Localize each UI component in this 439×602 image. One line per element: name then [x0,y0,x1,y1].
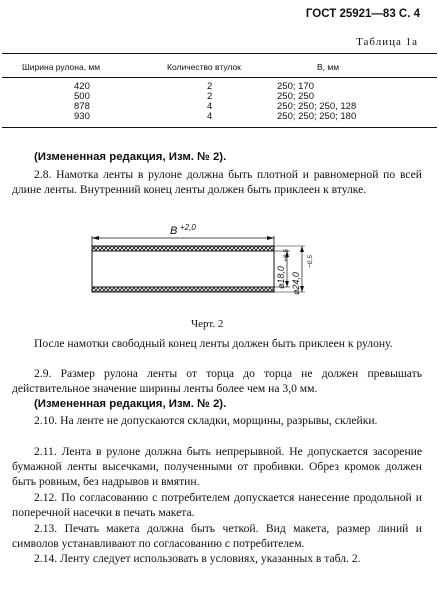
table-cell: 2 [207,81,213,92]
paragraph-2-13: 2.13. Печать макета должна быть четкой. Вид макета, размер линий и символов устанавливают по согласованию с потребителем. [12,522,422,550]
dim-inner-tolerance: +0,5 [283,249,290,262]
dim-outer-tolerance: −0,5 [307,255,314,268]
table-cell: 2 [207,91,213,102]
column-header-sleeves: Количество втулок [167,62,241,72]
page-header: ГОСТ 25921—83 С. 4 [305,8,420,20]
table-cell: 4 [207,111,213,122]
dim-outer-label: ⌀24,0 [291,272,301,295]
paragraph-2-10: 2.10. На ленте не допускаются складки, морщины, разрывы, склейки. [34,414,378,427]
column-header-b: B, мм [317,62,340,72]
paragraph-2-14: 2.14. Ленту следует использовать в условиях, указанных в табл. 2. [34,552,361,565]
figure-caption: Черт. 2 [191,318,224,330]
table-cell: 250; 250; 250, 128 [277,101,357,112]
tape-roll-drawing [80,222,360,312]
table-cell: 878 [74,101,90,112]
table-column-b [277,82,356,122]
table-cell: 250; 250; 250; 180 [277,111,357,122]
table-cell: 250; 170 [277,81,314,92]
table-cell: 500 [74,91,90,102]
dim-b-label: B [170,225,178,237]
paragraph-after-winding: После намотки свободный конец ленты должен быть приклеен к рулону. [34,337,393,350]
column-header-width: Ширина рулона, мм [22,62,101,72]
table-column-sleeves [207,82,212,122]
table-header-rule [2,77,437,78]
paragraph-2-9: 2.9. Размер рулона ленты от торца до торца не должен превышать действительное значение ширины ленты более чем на 3,0 мм. [12,367,422,395]
revision-note: (Измененная редакция, Изм. № 2). [34,151,227,163]
table-caption: Таблица 1а [356,36,418,48]
table-cell: 250; 250 [277,91,314,102]
table-cell: 930 [74,111,90,122]
table-bottom-rule [2,127,437,128]
table-cell: 4 [207,101,213,112]
revision-note: (Измененная редакция, Изм. № 2). [34,398,227,410]
table-cell: 420 [74,81,90,92]
dim-inner-label: ⌀18,0 [276,266,286,289]
paragraph-2-8: 2.8. Намотка ленты в рулоне должна быть плотной и равномерной по всей длине ленты. Внутренний конец ленты должен быть приклеен к втулке. [12,168,422,196]
paragraph-2-12: 2.12. По согласованию с потребителем допускается нанесение продольной и поперечной насечки в печать макета. [12,491,422,519]
paragraph-2-11: 2.11. Лента в рулоне должна быть непрерывной. Не допускается засорение бумажной ленты высечками, полученными от пробивки. Обрез кромок должен быть ровным, без надрывов и вмятин. [12,445,422,488]
dim-b-tolerance: +2,0 [180,223,196,232]
table-top-rule [2,53,437,54]
table-column-width [74,82,90,122]
